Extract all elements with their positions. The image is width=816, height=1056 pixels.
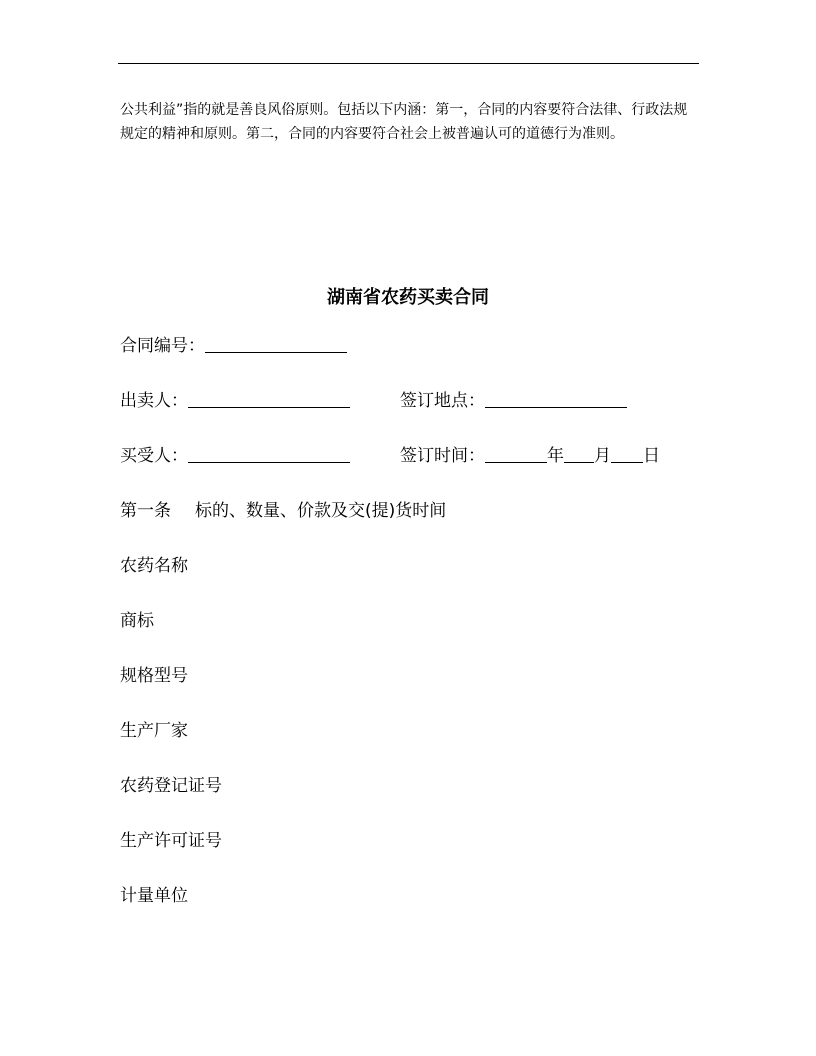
article-1-label: 第一条 xyxy=(120,501,171,521)
seller-blank[interactable] xyxy=(188,389,350,408)
sign-month-blank[interactable] xyxy=(564,444,594,463)
year-label: 年 xyxy=(547,446,564,466)
sign-time-label: 签订时间： xyxy=(400,446,485,466)
field-production-license: 生产许可证号 xyxy=(120,831,222,851)
field-pesticide-name: 农药名称 xyxy=(120,556,188,576)
header-rule xyxy=(118,63,699,64)
sign-place-label: 签订地点： xyxy=(400,391,485,411)
article-1-heading xyxy=(120,499,446,523)
month-label: 月 xyxy=(594,446,611,466)
field-manufacturer: 生产厂家 xyxy=(120,721,188,741)
sign-place-blank[interactable] xyxy=(485,389,627,408)
intro-paragraph: 公共利益”指的就是善良风俗原则。包括以下内涵：第一，合同的内容要符合法律、行政法规规定的精神和原则。第二，合同的内容要符合社会上被普遍认可的道德行为准则。 xyxy=(120,102,688,142)
sign-place-row xyxy=(400,389,627,413)
contract-number-blank[interactable] xyxy=(205,334,347,353)
buyer-blank[interactable] xyxy=(188,444,350,463)
day-label: 日 xyxy=(643,446,660,466)
buyer-row xyxy=(120,444,350,468)
sign-year-blank[interactable] xyxy=(485,444,547,463)
field-registration-number: 农药登记证号 xyxy=(120,776,222,796)
buyer-label: 买受人： xyxy=(120,446,188,466)
field-spec-model: 规格型号 xyxy=(120,666,188,686)
field-trademark: 商标 xyxy=(120,611,154,631)
seller-label: 出卖人： xyxy=(120,391,188,411)
sign-time-row xyxy=(400,444,660,468)
article-1-text: 标的、数量、价款及交(提)货时间 xyxy=(195,501,447,521)
sign-day-blank[interactable] xyxy=(611,444,643,463)
contract-number-label: 合同编号： xyxy=(120,336,205,356)
contract-number-row xyxy=(120,334,347,358)
seller-row xyxy=(120,389,350,413)
contract-title: 湖南省农药买卖合同 xyxy=(327,287,489,308)
field-unit: 计量单位 xyxy=(120,886,188,906)
